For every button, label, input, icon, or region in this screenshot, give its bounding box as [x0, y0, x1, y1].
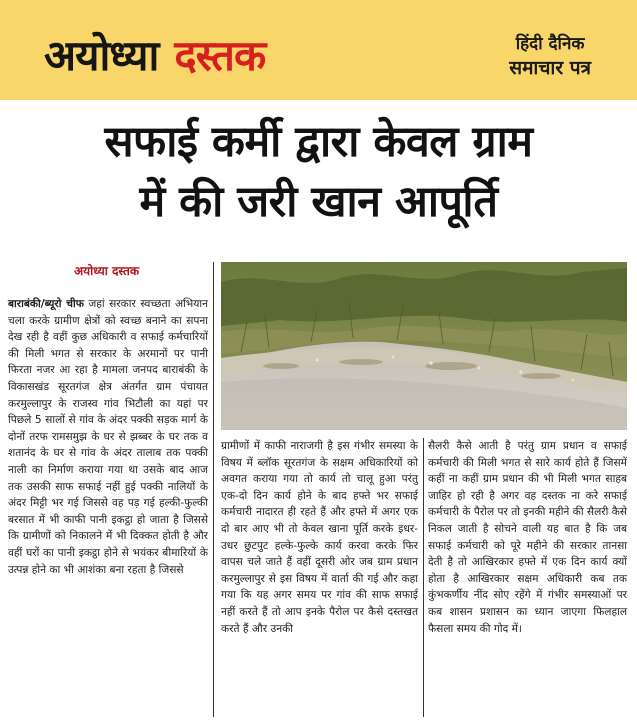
masthead-tagline: [509, 34, 591, 80]
tagline-line2: समाचार पत्र: [509, 57, 591, 79]
column-divider: [213, 262, 214, 717]
byline: अयोध्या दस्तक: [74, 264, 140, 278]
newspaper-name-part2: दस्तक: [174, 31, 266, 80]
newspaper-name-part1: अयोध्या: [44, 31, 159, 80]
masthead: [0, 0, 637, 100]
article-column-3: [428, 438, 627, 637]
article-column-2-text: ग्रामीणों में काफी नाराजगी है इस गंभीर समस्या के विषय में ब्लॉक सूरतगंज के सक्षम अधिकारियों को अवगत कराया गया तो कार्य तो चालू हुआ परंतु एक-दो दिन कार्य होने के बाद हफ्ते भर सफाई कर्मचारी नादारत ही रहते हैं और हफ्ते में अगर एक दो बार आए भी तो केवल खाना पूर्ति करके इधर-उधर छुटपुट हल्के-फुल्के कार्य करवा करके फिर वापस चले जाते हैं वहीं दूसरी ओर जब ग्राम प्रधान करमुल्लापुर से इस विषय में वार्ता की गई और कहा गया कि यह अगर समय पर गांव की साफ सफाई नहीं करते हैं तो आप इनके पैरोल पर कैसे दस्तखत करते हैं और उनकी: [221, 440, 418, 635]
news-photo: [221, 262, 627, 430]
article-column-1-text: जहां सरकार स्वच्छता अभियान चला करके ग्रामीण क्षेत्रों को स्वच्छ बनाने का सपना देख रही है वहीं कुछ अधिकारी व सफाई कर्मचारियों की मिली भगत से सरकार के अरमानों पर पानी फिरता नजर आ रहा है मामला जनपद बाराबंकी के विकासखंड सूरतगंज क्षेत्र अंतर्गत ग्राम पंचायत करमुल्लापुर के राजस्व गांव भिटौली का यहां पर पिछले 5 सालों से गांव के अंदर पक्की सड़क मार्ग के दोनों तरफ रामसमुझ के घर से झब्बर के घर तक व शतानंद के घर से गांव के अंदर तालाब तक पक्की नाली का निर्माण कराया गया था उसके बाद आज तक उसकी साफ सफाई नहीं हुई पक्की नालियों के अंदर मिट्टी भर गई जिससे वह पड़ गई हल्की-फुल्की बरसात में भी काफी पानी इकट्ठा हो जाता है जिससे कि ग्रामीणों को निकालने में भी दिक्कत होती है और वहीं घरों का पानी इकट्ठा होने से भयंकर बीमारियों के उत्पन्न होने का भी आशंका बना रहता है जिससे: [8, 298, 208, 576]
newspaper-name: [44, 30, 265, 82]
article-column-2: [221, 438, 418, 637]
column-divider: [423, 438, 424, 717]
dateline: बाराबंकी/ब्यूरो चीफ: [8, 298, 84, 310]
headline: [10, 112, 627, 232]
news-photo-image: [221, 262, 627, 430]
article-column-1: [8, 296, 208, 578]
headline-line2: में की जरी खान आपूर्ति: [139, 177, 498, 227]
article-column-3-text: सैलरी कैसे आती है परंतु ग्राम प्रधान व सफाई कर्मचारी की मिली भगत से सारे कार्य होते हैं जिसमें कहीं ना कहीं ग्राम प्रधान की भी मिली भगत साहब जाहिर हो रही है अगर वह दस्तक ना करे सफाई कर्मचारी के पैरोल पर तो इनकी महीने की सैलरी कैसे निकल जाती है सोचने वाली यह बात है कि जब सफाई कर्मचारी को पूरे महीने की सरकार तानसा देती है तो आखिरकार हफ्ते में एक दिन कार्य क्यों होता है आखिरकार सक्षम अधिकारी कब तक कुंभकर्णीय नींद सोए रहेंगे में गंभीर समस्याओं पर कब शासन प्रशासन का ध्यान जाएगा फिलहाल फैसला समय की गोद में।: [428, 440, 628, 635]
headline-line1: सफाई कर्मी द्वारा केवल ग्राम: [104, 117, 533, 167]
tagline-line1: हिंदी दैनिक: [515, 34, 585, 54]
